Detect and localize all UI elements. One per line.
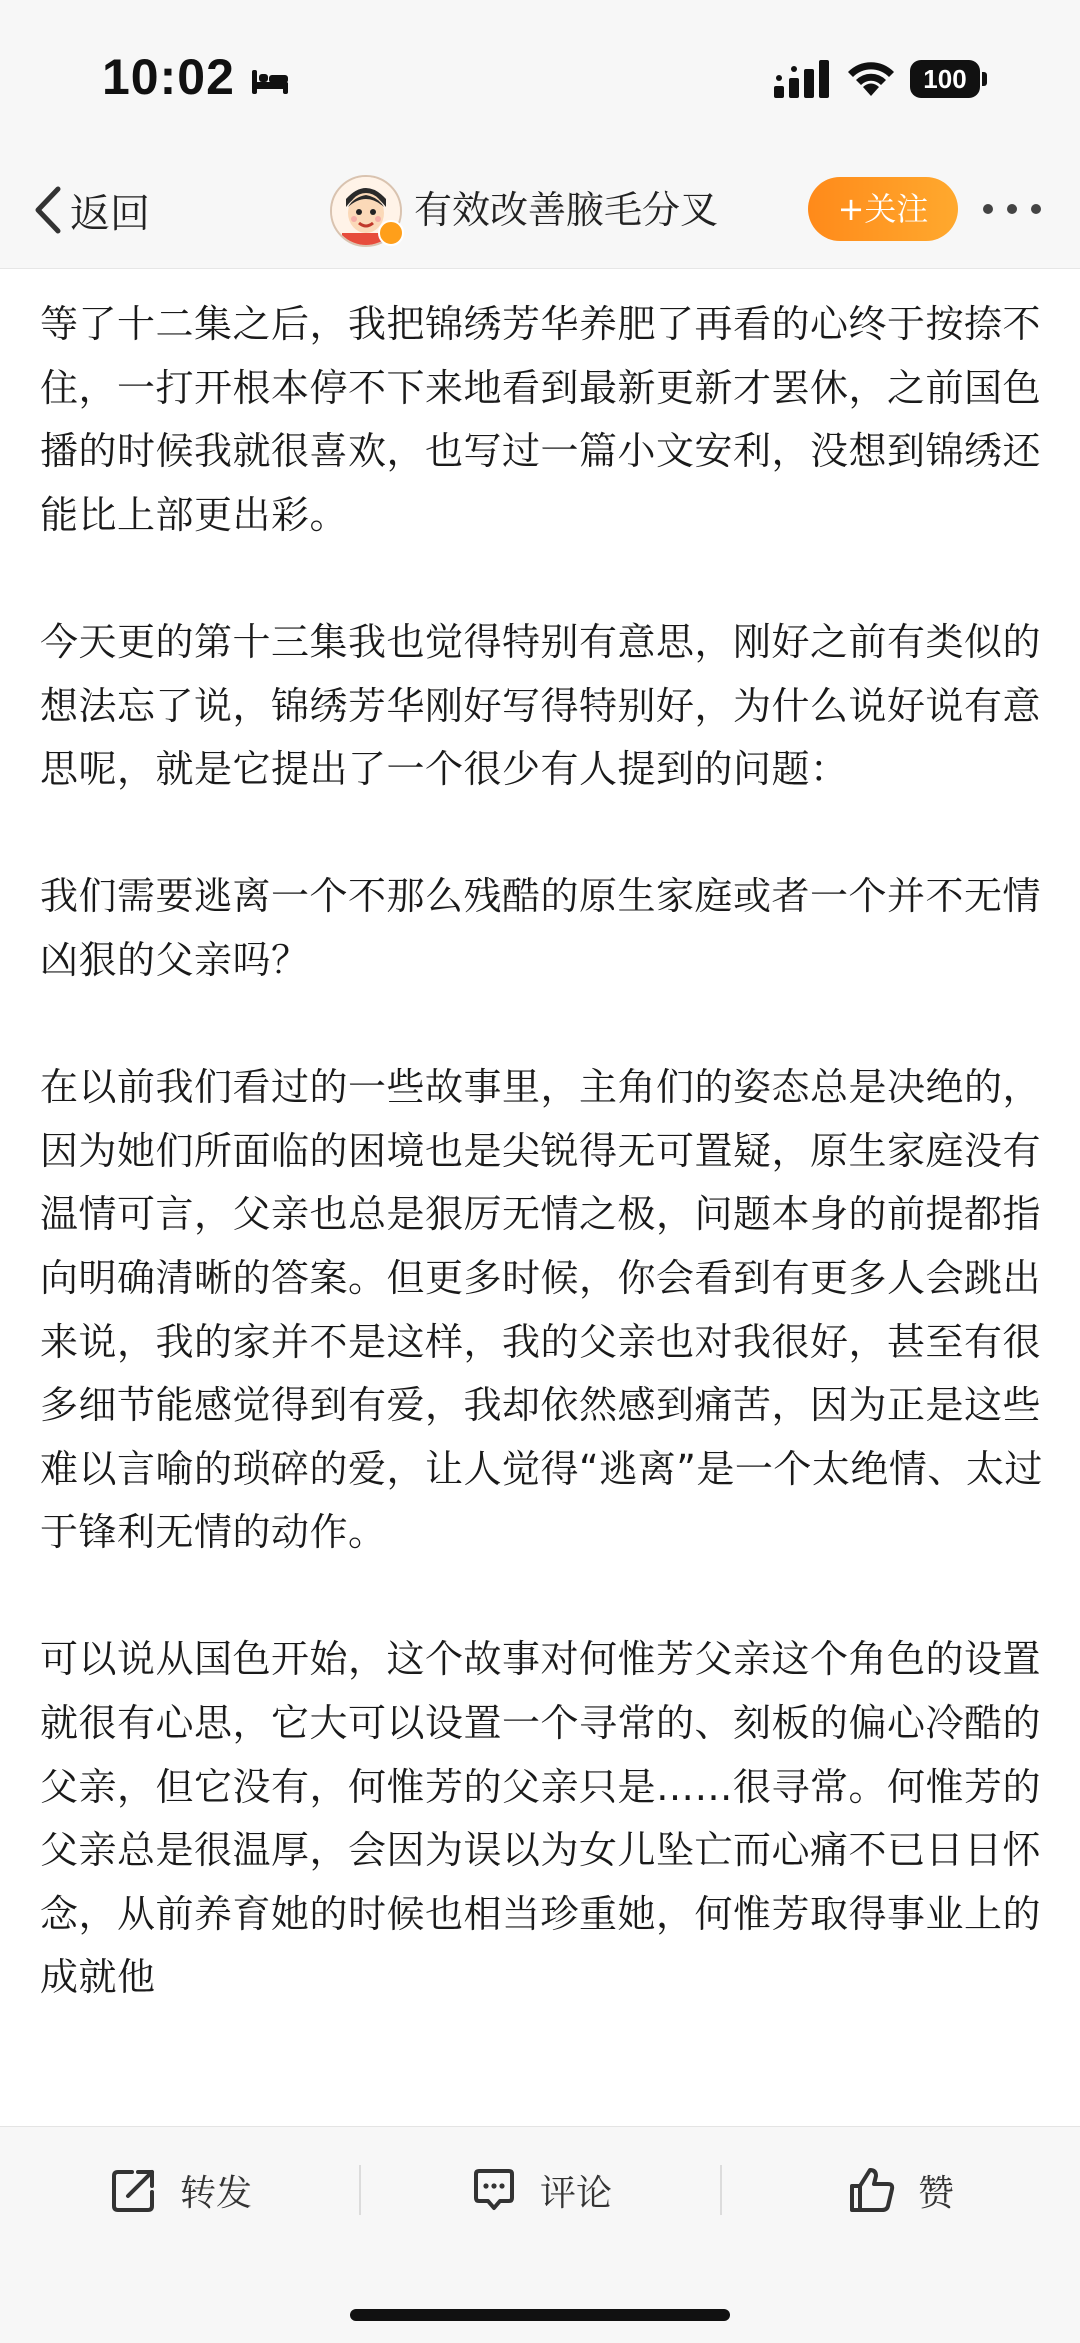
like-button[interactable] [848, 2161, 954, 2219]
nav-bar [0, 150, 1080, 269]
share-icon [110, 2166, 158, 2214]
author-name[interactable]: 有效改善腋毛分叉 [414, 188, 719, 232]
article-body [40, 268, 1050, 2130]
repost-button[interactable] [110, 2161, 252, 2219]
battery-level: 100 [923, 64, 967, 94]
repost-label: 转发 [180, 2172, 253, 2214]
toolbar-divider [720, 2165, 722, 2215]
back-label: 返回 [70, 190, 150, 237]
status-bar [0, 0, 1080, 150]
home-indicator[interactable] [350, 2309, 730, 2321]
wifi-icon [846, 58, 896, 98]
verified-badge-icon [378, 220, 404, 246]
like-label: 赞 [918, 2172, 955, 2214]
article-paragraph: 可以说从国色开始，这个故事对何惟芳父亲这个角色的设置就很有心思，它大可以设置一个寻常的、刻板的偏心冷酷的父亲，但它没有，何惟芳的父亲只是……很寻常。何惟芳的父亲总是很温厚，会因为误以为女儿坠亡而心痛不已日日怀念，从前养育她的时候也相当珍重她，何惟芳取得事业上的成就他 [40, 1637, 1042, 2000]
more-options-icon[interactable] [980, 200, 1044, 218]
sleep-focus-icon [250, 66, 290, 96]
bottom-toolbar [0, 2126, 1080, 2343]
toolbar-divider [359, 2165, 361, 2215]
comment-label: 评论 [540, 2172, 613, 2214]
article-paragraph: 今天更的第十三集我也觉得特别有意思，刚好之前有类似的想法忘了说，锦绣芳华刚好写得特别好，为什么说好说有意思呢，就是它提出了一个很少有人提到的问题： [40, 619, 1042, 792]
status-time: 10:02 [102, 49, 235, 105]
comment-button[interactable] [470, 2161, 612, 2219]
follow-button[interactable]: +关注 [808, 177, 958, 241]
comment-icon [470, 2166, 518, 2214]
thumbs-up-icon [848, 2166, 896, 2214]
article-paragraph: 等了十二集之后，我把锦绣芳华养肥了再看的心终于按捺不住，一打开根本停不下来地看到最新更新才罢休，之前国色播的时候我就很喜欢，也写过一篇小文安利，没想到锦绣还能比上部更出彩。 [40, 302, 1042, 537]
chevron-left-icon [30, 183, 66, 237]
cellular-signal-icon [774, 60, 830, 98]
article-paragraph: 我们需要逃离一个不那么残酷的原生家庭或者一个并不无情凶狠的父亲吗？ [40, 874, 1042, 982]
article-paragraph: 在以前我们看过的一些故事里，主角们的姿态总是决绝的，因为她们所面临的困境也是尖锐得无可置疑，原生家庭没有温情可言，父亲也总是狠厉无情之极，问题本身的前提都指向明确清晰的答案。但更多时候，你会看到有更多人会跳出来说，我的家并不是这样，我的父亲也对我很好，甚至有很多细节能感觉得到有爱，我却依然感到痛苦，因为正是这些难以言喻的琐碎的爱，让人觉得“逃离”是一个太绝情、太过于锋利无情的动作。 [40, 1065, 1043, 1555]
back-button[interactable] [30, 180, 150, 240]
battery-icon [910, 60, 988, 98]
